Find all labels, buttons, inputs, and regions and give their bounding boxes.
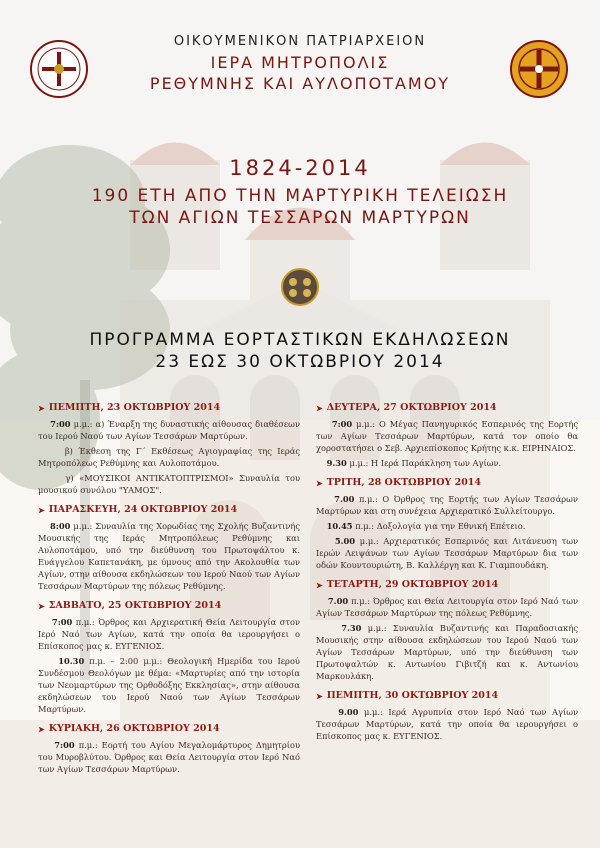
day-block xyxy=(38,723,300,775)
event-text: μ.μ.: α) Έναρξη της δυναστικής αίθουσας διαθέσεων του Ιερού Ναού των Αγίων Τεσσάρων Μαρτύρων. xyxy=(38,419,300,441)
event-item xyxy=(38,445,300,469)
event-item xyxy=(38,472,300,496)
event-item xyxy=(38,616,300,652)
day-heading xyxy=(38,504,300,516)
day-heading-text: ΔΕΥΤΕΡΑ, 27 ΟΚΤΩΒΡΙΟΥ 2014 xyxy=(326,402,497,413)
day-block xyxy=(38,504,300,592)
event-time: 7:00 xyxy=(54,740,75,750)
day-block xyxy=(316,402,578,469)
day-block xyxy=(316,690,578,742)
event-item xyxy=(316,493,578,517)
event-time: 7.00 xyxy=(327,596,349,606)
anniversary-line-3: ΤΩΝ ΑΓΙΩΝ ΤΕΣΣΑΡΩΝ ΜΑΡΤΥΡΩΝ xyxy=(129,208,471,228)
event-text: π.μ.: Όρθρος και Θεία Λειτουργία στον Ιερό Ναό των Αγίων Τεσσάρων Μαρτύρων της πόλεως Ρεθύμνης. xyxy=(316,596,578,618)
event-time: 7:00 xyxy=(51,617,73,627)
event-time: 5.00 xyxy=(334,536,356,546)
arrow-icon: ➤ xyxy=(316,403,323,413)
event-time: 9.30 xyxy=(326,458,347,468)
event-item xyxy=(38,520,300,592)
event-text: μ.μ.: Ο Μέγας Πανηγυρικός Εσπερινός της Εορτής των Αγίων Τεσσάρων Μαρτύρων, κατά τον οποίο θα χοροστατήσει ο Σεβ. Αρχιεπίσκοπος Κρήτης κ.κ. ΕΙΡΗΝΑΙΟΣ. xyxy=(316,419,578,453)
day-heading xyxy=(316,579,578,591)
schedule-right-column xyxy=(316,402,578,750)
program-heading: ΠΡΟΓΡΑΜΜΑ ΕΟΡΤΑΣΤΙΚΩΝ ΕΚΔΗΛΩΣΕΩΝ xyxy=(89,330,511,350)
arrow-icon: ➤ xyxy=(316,580,323,590)
day-heading xyxy=(316,690,578,702)
program-dates: 23 ΕΩΣ 30 ΟΚΤΩΒΡΙΟΥ 2014 xyxy=(155,352,445,372)
event-text: μ.μ.: Συναυλία Βυζαντινής και Παραδοσιακής Μουσικής στην αίθουσα εκδηλώσεων του Ιερού Ναού των Αγίων Τεσσάρων Μαρτύρων, υπό την διεύθυνση των Πρωτοψαλτών κ. Αντωνίου Γιβιτζή και κ. Αντωνίου Μαρκουλάκη. xyxy=(316,623,578,681)
event-item xyxy=(316,418,578,454)
day-block xyxy=(38,600,300,715)
day-heading-text: ΠΕΜΠΤΗ, 23 ΟΚΤΩΒΡΙΟΥ 2014 xyxy=(48,402,221,413)
patriarchate-line: ΟΙΚΟΥΜΕΝΙΚΟΝ ΠΑΤΡΙΑΡΧΕΙΟΝ xyxy=(173,34,427,49)
day-block xyxy=(316,579,578,682)
day-heading xyxy=(316,477,578,489)
day-heading-text: ΠΕΜΠΤΗ, 30 ΟΚΤΩΒΡΙΟΥ 2014 xyxy=(326,690,499,701)
arrow-icon: ➤ xyxy=(38,403,45,413)
event-item xyxy=(38,739,300,775)
event-item xyxy=(316,595,578,619)
arrow-icon: ➤ xyxy=(316,691,323,701)
anniversary-line-2: 190 ΕΤΗ ΑΠΟ ΤΗΝ ΜΑΡΤΥΡΙΚΗ ΤΕΛΕΙΩΣΗ xyxy=(91,186,509,206)
event-time: 7:00 xyxy=(331,419,353,429)
schedule-left-column xyxy=(38,402,300,783)
event-item xyxy=(38,655,300,715)
event-text: γ) «ΜΟΥΣΙΚΟΙ ΑΝΤΙΚΑΤΟΠΤΡΙΣΜΟΙ» Συναυλία του μουσικού συνόλου "ΥΑΜΟΣ". xyxy=(38,473,300,495)
event-text: μ.μ.: Συναυλία της Χορωδίας της Σχολής Βυζαντινής Μουσικής της Ιεράς Μητροπόλεως Ρεθύμνης και Αυλοποτάμου, υπό την διεύθυνση του Πρωτοψάλτου κ. Ευάγγελου Καπετανάκη, με ύμνους από την Ακολουθία των Αγίων, στην αίθουσα εκδηλώσεων του Ιερού Ναού των Αγίων Τεσσάρων Μαρτύρων της πόλεως Ρεθύμνης. xyxy=(38,521,301,591)
day-heading-text: ΤΕΤΑΡΤΗ, 29 ΟΚΤΩΒΡΙΟΥ 2014 xyxy=(326,579,499,590)
event-time: 8:00 xyxy=(50,521,71,531)
event-text: π.μ.: Δοξολογία για την Εθνική Επέτειο. xyxy=(355,521,526,531)
event-item xyxy=(316,535,578,571)
event-text: μ.μ.: Η Ιερά Παράκληση των Αγίων. xyxy=(349,458,502,468)
day-heading xyxy=(38,600,300,612)
event-item xyxy=(316,622,578,682)
program-title xyxy=(0,330,600,372)
event-item xyxy=(316,520,578,532)
event-time: 10.45 xyxy=(326,521,353,531)
event-text: β) Έκθεση της Γ΄ Εκθέσεως Αγιογραφίας της Ιεράς Μητροπόλεως Ρεθύμνης και Αυλοποτάμου. xyxy=(38,446,300,468)
metropolis-name-line: ΡΕΘΥΜΝΗΣ ΚΑΙ ΑΥΛΟΠΟΤΑΜΟΥ xyxy=(149,74,451,93)
event-item xyxy=(316,706,578,742)
event-item xyxy=(38,418,300,442)
arrow-icon: ➤ xyxy=(38,724,45,734)
day-heading-text: ΚΥΡΙΑΚΗ, 26 ΟΚΤΩΒΡΙΟΥ 2014 xyxy=(48,723,220,734)
metropolis-line: ΙΕΡΑ ΜΗΤΡΟΠΟΛΙΣ xyxy=(210,53,390,72)
event-time: 7.00 xyxy=(334,494,355,504)
anniversary-years: 1824-2014 xyxy=(229,156,371,180)
arrow-icon: ➤ xyxy=(38,505,45,515)
anniversary-title xyxy=(0,156,600,228)
day-heading-text: ΤΡΙΤΗ, 28 ΟΚΤΩΒΡΙΟΥ 2014 xyxy=(326,477,482,488)
header xyxy=(0,34,600,93)
day-heading xyxy=(38,723,300,735)
event-text: π.μ. – 2:00 μ.μ.: Θεολογική Ημερίδα του Ιερού Συνδέσμου Θεολόγων με θέμα: «Μαρτυρίες από την ιστορία των Νεομαρτύρων της Ορθοδόξης Εκκλησίας», στην αίθουσα εκδηλώσεων του Ιερού Ναού των Αγίων Τεσσάρων Μαρτύρων. xyxy=(38,656,300,714)
saints-icon xyxy=(281,268,319,306)
event-item xyxy=(316,457,578,469)
day-heading xyxy=(38,402,300,414)
event-text: μ.μ.: Αρχιερατικός Εσπερινός και Λιτάνευση των Ιερών Λειψάνων των Αγίων Τεσσάρων Μαρτύρων δια των οδών Κουντουριώτη, Β. Καλλέργη και Κ. Γιαμπουδάκη. xyxy=(316,536,578,570)
event-time: 7.30 xyxy=(341,623,362,633)
day-heading-text: ΠΑΡΑΣΚΕΥΗ, 24 ΟΚΤΩΒΡΙΟΥ 2014 xyxy=(48,504,238,515)
event-time: 10.30 xyxy=(58,656,85,666)
day-heading-text: ΣΑΒΒΑΤΟ, 25 ΟΚΤΩΒΡΙΟΥ 2014 xyxy=(48,600,222,611)
event-text: μ.μ.: Ιερά Αγρυπνία στον Ιερό Ναό των Αγίων Τεσσάρων Μαρτύρων, κατά την οποία θα ιερουργήσει ο Επίσκοπος μας κ. ΕΥΓΕΝΙΟΣ. xyxy=(316,707,579,741)
arrow-icon: ➤ xyxy=(38,601,45,611)
day-block xyxy=(38,402,300,496)
day-heading xyxy=(316,402,578,414)
event-time: 7:00 xyxy=(50,419,71,429)
event-time: 9.00 xyxy=(338,707,359,717)
event-text: π.μ.: Εορτή του Αγίου Μεγαλομάρτυρος Δημητρίου του Μυροβλύτου. Όρθρος και Θεία Λειτουργία στον Ιερό Ναό των Αγίων Τεσσάρων Μαρτύρων. xyxy=(38,740,300,774)
day-block xyxy=(316,477,578,571)
arrow-icon: ➤ xyxy=(316,478,323,488)
event-text: π.μ.: Όρθρος και Αρχιερατική Θεία Λειτουργία στον Ιερό Ναό των Αγίων, κατά την οποία θα ιερουργήσει ο Επίσκοπος μας κ. ΕΥΓΕΝΙΟΣ. xyxy=(38,617,300,651)
event-text: π.μ.: Ο Όρθρος της Εορτής των Αγίων Τεσσάρων Μαρτύρων και στη συνέχεια Αρχιερατικό Συλλείτουργο. xyxy=(316,494,578,516)
